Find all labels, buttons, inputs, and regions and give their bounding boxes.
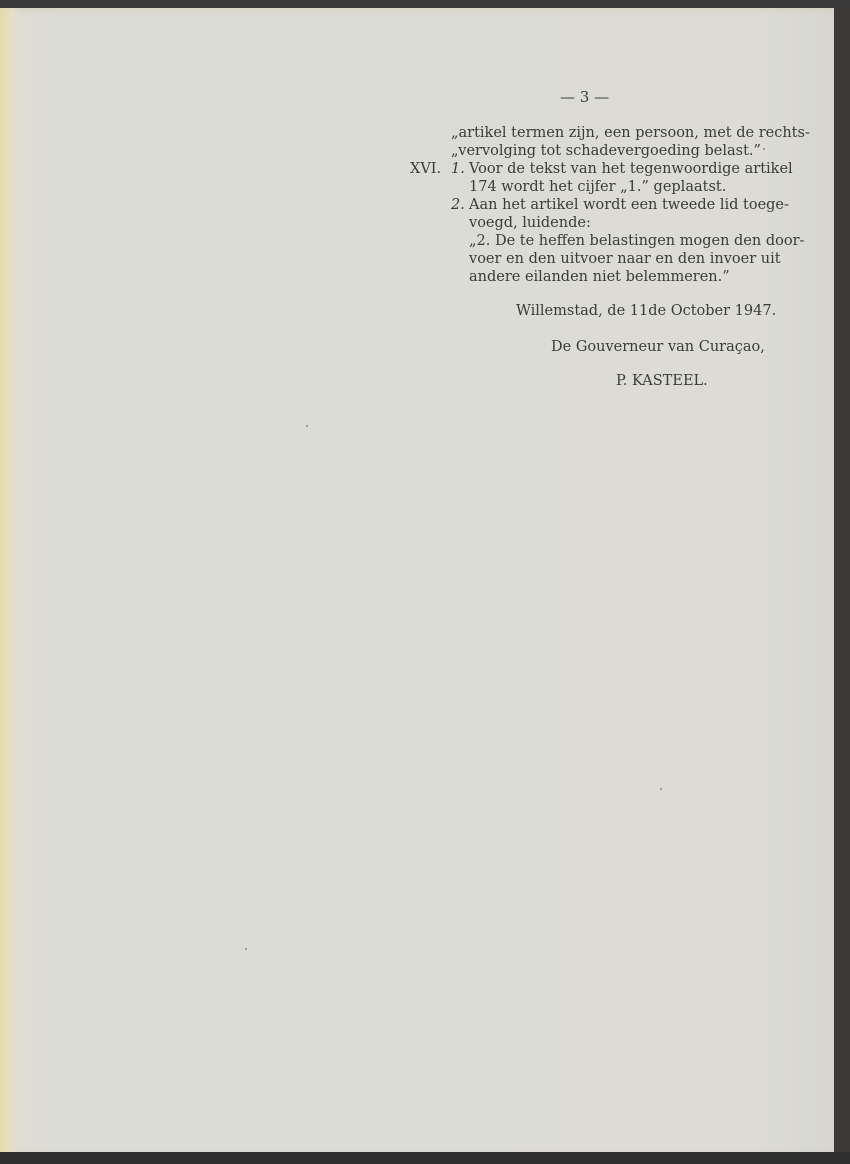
item-2-line-3: „2. De te heffen belastingen mogen den door- bbox=[469, 233, 805, 249]
item-1-marker: 1. bbox=[451, 161, 465, 177]
item-2-marker: 2. bbox=[451, 197, 465, 213]
paper-speck bbox=[245, 948, 247, 950]
article-number: XVI. bbox=[410, 161, 442, 177]
item-2-line-2: voegd, luidende: bbox=[469, 215, 591, 231]
page-right-edge bbox=[834, 8, 850, 1156]
paper-speck bbox=[660, 788, 662, 790]
signatory-title: De Gouverneur van Curaçao, bbox=[551, 339, 765, 355]
text-line-2: „vervolging tot schadevergoeding belast.” bbox=[451, 143, 761, 159]
page-spine-shadow bbox=[0, 8, 14, 1156]
paper-speck bbox=[306, 425, 308, 427]
page-number: — 3 — bbox=[560, 88, 610, 106]
signatory-name: P. KASTEEL. bbox=[616, 373, 708, 389]
item-1-line-1: Voor de tekst van het tegenwoordige artikel bbox=[469, 161, 793, 177]
item-2-line-1: Aan het artikel wordt een tweede lid toege- bbox=[469, 197, 789, 213]
item-2-line-4: voer en den uitvoer naar en den invoer uit bbox=[469, 251, 781, 267]
item-1-line-2: 174 wordt het cijfer „1.” geplaatst. bbox=[469, 179, 727, 195]
text-line-1: „artikel termen zijn, een persoon, met de rechts- bbox=[451, 125, 810, 141]
paper-speck bbox=[763, 148, 765, 150]
page-bottom-edge bbox=[0, 1152, 850, 1164]
item-2-line-5: andere eilanden niet belemmeren.” bbox=[469, 269, 730, 285]
place-date: Willemstad, de 11de October 1947. bbox=[516, 303, 777, 319]
